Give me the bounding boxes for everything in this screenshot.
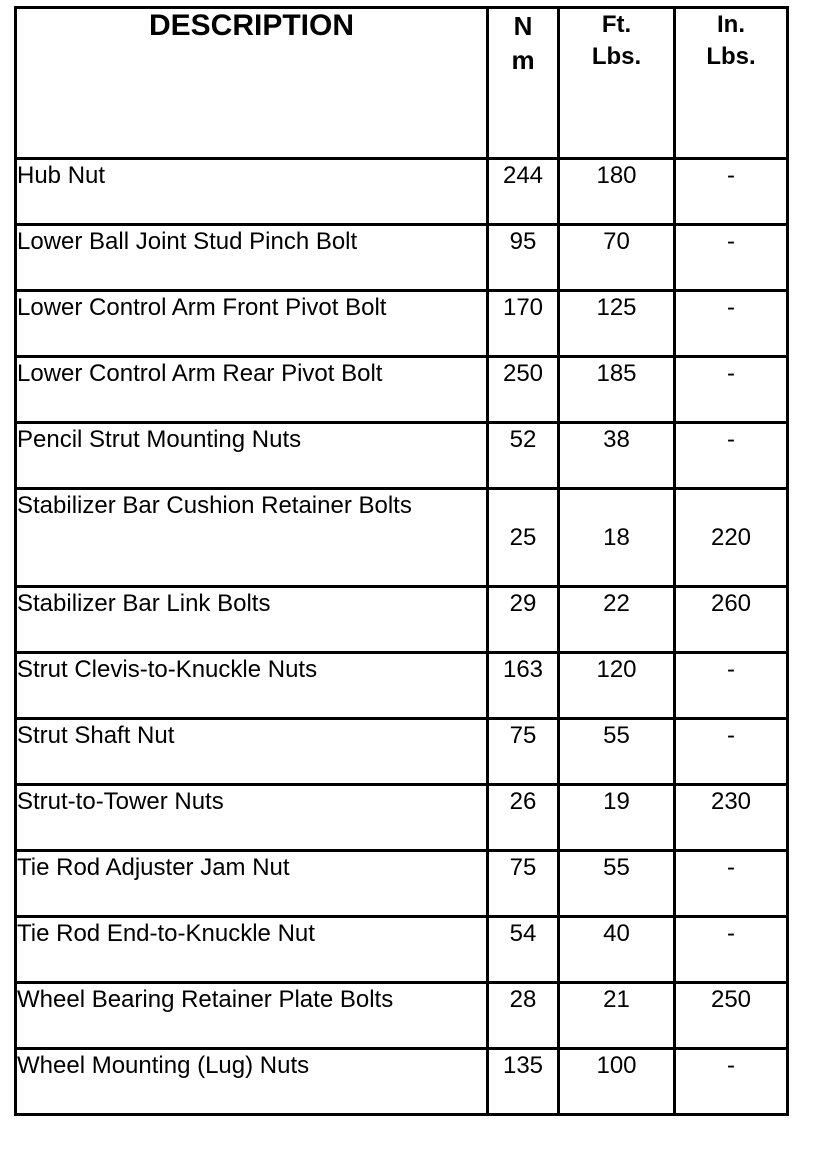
cell-nm: 75 <box>488 851 559 917</box>
cell-in-lbs: - <box>675 1049 788 1115</box>
table-row <box>16 917 788 983</box>
cell-ft-lbs: 185 <box>559 357 675 423</box>
cell-nm: 135 <box>488 1049 559 1115</box>
cell-description: Lower Ball Joint Stud Pinch Bolt <box>16 225 488 291</box>
cell-description: Strut-to-Tower Nuts <box>16 785 488 851</box>
cell-in-lbs: 230 <box>675 785 788 851</box>
cell-nm: 28 <box>488 983 559 1049</box>
cell-ft-lbs: 55 <box>559 719 675 785</box>
cell-ft-lbs: 100 <box>559 1049 675 1115</box>
table-row <box>16 291 788 357</box>
cell-ft-lbs: 55 <box>559 851 675 917</box>
cell-in-lbs: - <box>675 291 788 357</box>
cell-nm: 75 <box>488 719 559 785</box>
cell-ft-lbs: 70 <box>559 225 675 291</box>
cell-in-lbs: - <box>675 917 788 983</box>
header-in-line1: In. <box>717 11 745 38</box>
cell-description: Wheel Mounting (Lug) Nuts <box>16 1049 488 1115</box>
header-in-line2: Lbs. <box>706 43 756 70</box>
cell-in-lbs: - <box>675 357 788 423</box>
table-row <box>16 357 788 423</box>
cell-in-lbs: - <box>675 653 788 719</box>
torque-spec-table-container <box>14 6 789 1116</box>
cell-description: Strut Clevis-to-Knuckle Nuts <box>16 653 488 719</box>
table-row <box>16 489 788 587</box>
cell-description: Strut Shaft Nut <box>16 719 488 785</box>
header-nm <box>488 8 559 159</box>
cell-ft-lbs: 40 <box>559 917 675 983</box>
cell-nm: 26 <box>488 785 559 851</box>
cell-description: Lower Control Arm Front Pivot Bolt <box>16 291 488 357</box>
cell-ft-lbs: 21 <box>559 983 675 1049</box>
table-row <box>16 423 788 489</box>
cell-nm: 170 <box>488 291 559 357</box>
cell-description: Tie Rod Adjuster Jam Nut <box>16 851 488 917</box>
cell-description: Tie Rod End-to-Knuckle Nut <box>16 917 488 983</box>
cell-nm: 244 <box>488 159 559 225</box>
cell-ft-lbs: 22 <box>559 587 675 653</box>
cell-in-lbs: - <box>675 423 788 489</box>
cell-description: Lower Control Arm Rear Pivot Bolt <box>16 357 488 423</box>
header-ft-line2: Lbs. <box>591 43 642 70</box>
cell-ft-lbs: 38 <box>559 423 675 489</box>
cell-in-lbs: - <box>675 159 788 225</box>
cell-in-lbs: - <box>675 719 788 785</box>
table-row <box>16 653 788 719</box>
cell-ft-lbs: 125 <box>559 291 675 357</box>
header-nm-line1: N <box>513 11 533 41</box>
torque-spec-table <box>14 6 789 1116</box>
cell-description: Hub Nut <box>16 159 488 225</box>
cell-description: Pencil Strut Mounting Nuts <box>16 423 488 489</box>
cell-ft-lbs: 19 <box>559 785 675 851</box>
cell-in-lbs: 260 <box>675 587 788 653</box>
cell-ft-lbs: 18 <box>559 489 675 587</box>
table-row <box>16 719 788 785</box>
table-row <box>16 587 788 653</box>
cell-ft-lbs: 180 <box>559 159 675 225</box>
table-row <box>16 983 788 1049</box>
cell-in-lbs: 250 <box>675 983 788 1049</box>
cell-ft-lbs: 120 <box>559 653 675 719</box>
cell-description: Stabilizer Bar Link Bolts <box>16 587 488 653</box>
cell-in-lbs: 220 <box>675 489 788 587</box>
cell-nm: 25 <box>488 489 559 587</box>
header-description: DESCRIPTION <box>16 8 488 159</box>
cell-in-lbs: - <box>675 851 788 917</box>
table-row <box>16 159 788 225</box>
cell-description: Wheel Bearing Retainer Plate Bolts <box>16 983 488 1049</box>
cell-nm: 52 <box>488 423 559 489</box>
header-ft-lbs <box>559 8 675 159</box>
cell-nm: 54 <box>488 917 559 983</box>
header-ft-line1: Ft. <box>601 11 632 38</box>
cell-nm: 250 <box>488 357 559 423</box>
table-row <box>16 225 788 291</box>
table-row <box>16 851 788 917</box>
cell-nm: 163 <box>488 653 559 719</box>
table-header-row <box>16 8 788 159</box>
cell-nm: 95 <box>488 225 559 291</box>
cell-description: Stabilizer Bar Cushion Retainer Bolts <box>16 489 488 587</box>
table-row <box>16 1049 788 1115</box>
cell-nm: 29 <box>488 587 559 653</box>
table-row <box>16 785 788 851</box>
header-nm-line2: m <box>511 45 535 75</box>
header-in-lbs <box>675 8 788 159</box>
cell-in-lbs: - <box>675 225 788 291</box>
